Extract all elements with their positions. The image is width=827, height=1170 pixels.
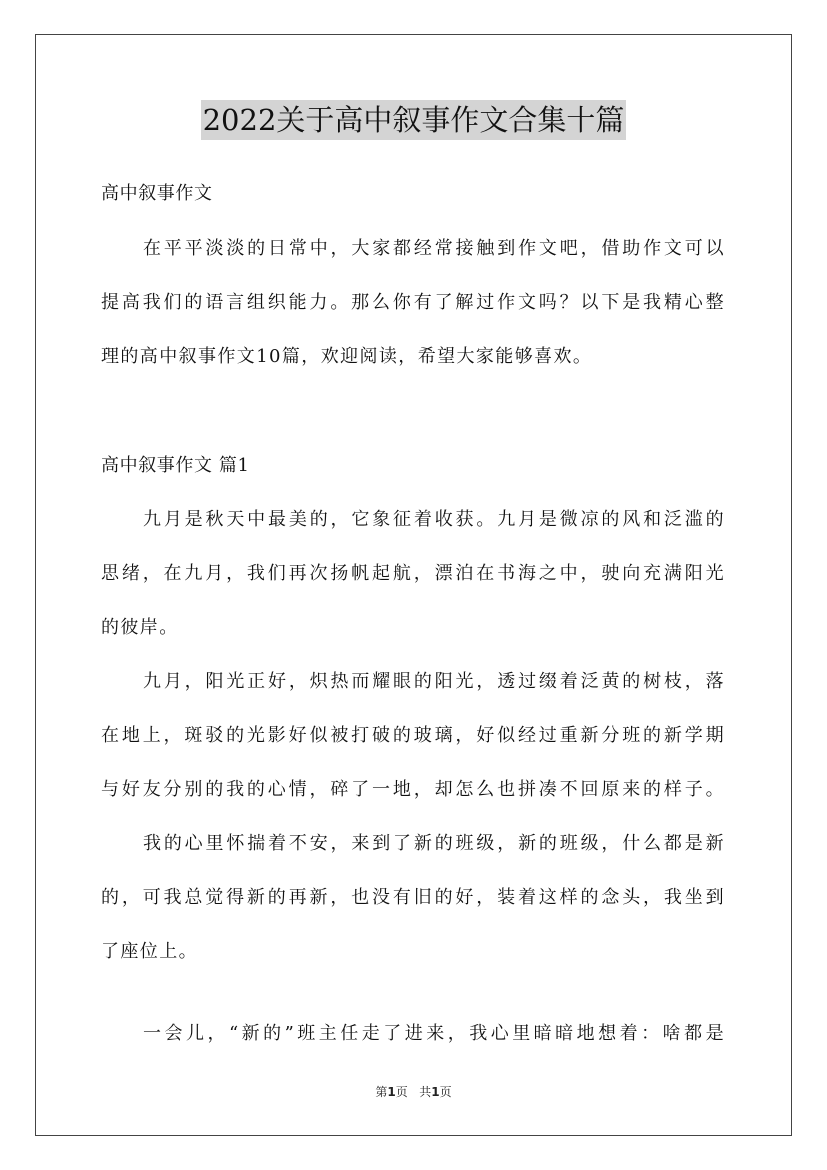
- paragraph-line: 了座位上。: [101, 941, 198, 962]
- footer-total-number: 1: [431, 1085, 440, 1099]
- footer-total-prefix: 共: [419, 1085, 432, 1099]
- section-heading: 高中叙事作文: [101, 183, 213, 204]
- paragraph-line: 思绪，在九月，我们再次扬帆起航，漂泊在书海之中，驶向充满阳光: [101, 563, 725, 584]
- paragraph-line: 的，可我总觉得新的再新，也没有旧的好，装着这样的念头，我坐到: [101, 887, 725, 908]
- paragraph-line: 九月是秋天中最美的，它象征着收获。九月是微凉的风和泛滥的: [143, 509, 725, 530]
- paragraph-line: 与好友分别的我的心情，碎了一地，却怎么也拼凑不回原来的样子。: [101, 779, 725, 800]
- paragraph-line: 在平平淡淡的日常中，大家都经常接触到作文吧，借助作文可以: [143, 238, 725, 259]
- footer-page-suffix: 页: [395, 1085, 408, 1099]
- footer-page-prefix: 第: [375, 1085, 388, 1099]
- paragraph-line: 我的心里怀揣着不安，来到了新的班级，新的班级，什么都是新: [143, 833, 725, 854]
- paragraph-line: 提高我们的语言组织能力。那么你有了解过作文吗？以下是我精心整: [101, 292, 725, 313]
- section-heading: 高中叙事作文 篇1: [101, 455, 250, 476]
- page-footer: [0, 1084, 827, 1100]
- paragraph-line: 在地上，斑驳的光影好似被打破的玻璃，好似经过重新分班的新学期: [101, 725, 725, 746]
- paragraph-line: 一会儿，“新的”班主任走了进来，我心里暗暗地想着：啥都是: [143, 1023, 725, 1044]
- document-title: 2022关于高中叙事作文合集十篇: [201, 100, 627, 140]
- title-container: [0, 100, 827, 140]
- footer-total-suffix: 页: [439, 1085, 452, 1099]
- paragraph-line: 九月，阳光正好，炽热而耀眼的阳光，透过缀着泛黄的树枝，落: [143, 671, 725, 692]
- paragraph-line: 理的高中叙事作文10篇，欢迎阅读，希望大家能够喜欢。: [101, 346, 593, 367]
- footer-page-number: 1: [387, 1085, 396, 1099]
- paragraph-line: 的彼岸。: [101, 617, 179, 638]
